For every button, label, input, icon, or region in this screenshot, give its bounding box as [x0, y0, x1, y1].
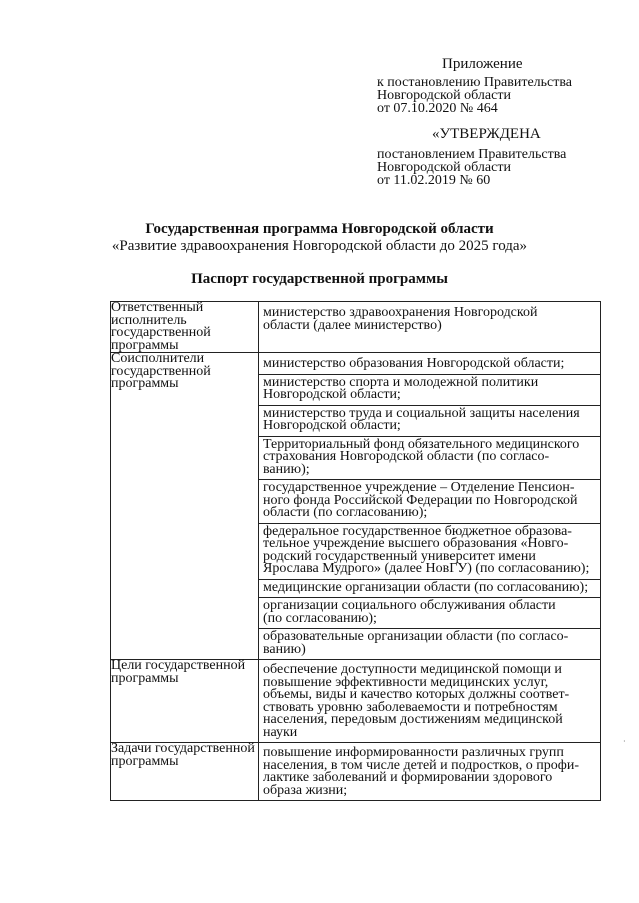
list-item [259, 523, 600, 579]
program-title: Государственная программа Новгородской области [145, 221, 494, 237]
list-item [259, 579, 600, 598]
entry-line: Территориальный фонд обязательного медицинского [263, 436, 580, 452]
row-label-line: Соисполнители [111, 351, 205, 366]
row-label-line: государственной [111, 325, 211, 340]
entry-line: ного фонда Российской Федерации по Новгородской [263, 492, 578, 508]
margin-mark: · [623, 737, 626, 746]
row-label-cell [111, 743, 259, 801]
row-content-cell [259, 660, 601, 743]
list-item [259, 479, 600, 523]
entry-line: (по согласованию); [263, 610, 377, 626]
approved-by-line: постановлением Правительства [377, 147, 567, 162]
entry-line: ванию); [263, 461, 310, 477]
entry-line: Новгородской области; [263, 418, 401, 433]
row-content-cell [259, 302, 601, 353]
resolution-region: Новгородской области [377, 88, 511, 103]
row-label-line: Цели государственной [111, 658, 246, 673]
entry-line: обеспечение доступности медицинской помощи и [263, 662, 562, 677]
entry-line: родский государственный университет имени [263, 548, 536, 564]
approved-region: Новгородской области [377, 160, 511, 175]
entry-line: населения, передовым достижениям медицинской [263, 712, 563, 727]
entry-line: населения, в том числе детей и подростков, о профи- [263, 757, 579, 773]
entry-line: объемы, виды и качество которых должны соответ- [263, 687, 570, 702]
row-label-line: Ответственный [111, 300, 204, 315]
entry-line: тельное учреждение высшего образования «Новго- [263, 536, 569, 551]
row-content-cell [259, 743, 601, 801]
program-subtitle: «Развитие здравоохранения Новгородской области до 2025 года» [111, 238, 528, 254]
entry-line: государственное учреждение – Отделение Пенсион- [263, 480, 575, 495]
entry-line: организации социального обслуживания области [263, 598, 556, 613]
entry-line: образовательные организации области (по согласо- [263, 629, 569, 644]
resolution-date-number: от 07.10.2020 № 464 [377, 101, 498, 116]
entry-line: Новгородской области; [263, 387, 401, 402]
row-label-cell [111, 660, 259, 743]
entry-line: науки [263, 724, 298, 740]
list-item [259, 628, 600, 659]
row-label-line: исполнитель [111, 312, 187, 328]
entry-line: министерство образования Новгородской области; [263, 356, 565, 371]
list-item [259, 660, 600, 742]
entry-line: медицинские организации области (по согласованию); [263, 579, 589, 595]
passport-table [110, 301, 601, 801]
entry-line: ствовать уровню заболеваемости и потребностям [263, 699, 558, 715]
entry-line: области (далее министерство) [263, 317, 442, 333]
entry-line: повышение эффективности медицинских услуг, [263, 674, 549, 690]
row-label-line: государственной [111, 363, 211, 379]
row-label-cell [111, 353, 259, 660]
entry-line: повышение информированности различных групп [263, 745, 564, 760]
row-label-line: Задачи государственной [111, 741, 255, 756]
row-label-line: программы [111, 670, 179, 686]
list-item [259, 374, 600, 405]
entry-line: образа жизни; [263, 782, 348, 798]
resolution-line: к постановлению Правительства [377, 75, 573, 90]
list-item [259, 597, 600, 628]
entry-line: министерство труда и социальной защиты населения [263, 405, 580, 421]
appendix-label: Приложение [442, 56, 523, 72]
passport-heading: Паспорт государственной программы [191, 271, 448, 287]
row-label-cell [111, 302, 259, 353]
list-item [259, 353, 600, 374]
table-row [111, 353, 601, 660]
approved-label: «УТВЕРЖДЕНА [432, 126, 541, 142]
entry-line: министерство здравоохранения Новгородской [263, 305, 538, 320]
entry-line: лактике заболеваний и формировании здорового [263, 770, 553, 785]
list-item [259, 436, 600, 480]
row-label-line: программы [111, 753, 179, 769]
list-item [259, 405, 600, 436]
table-row [111, 302, 601, 353]
table-row [111, 660, 601, 743]
list-item [259, 743, 600, 800]
row-label-line: программы [111, 376, 179, 391]
entry-line: федеральное государственное бюджетное образова- [263, 523, 572, 539]
approved-date-number: от 11.02.2019 № 60 [377, 173, 491, 188]
table-row [111, 743, 601, 801]
entry-line: министерство спорта и молодежной политики [263, 374, 539, 390]
row-label-line: программы [111, 337, 179, 353]
entry-line: Ярослава Мудрого» (далее НовГУ) (по согласованию); [263, 561, 590, 576]
row-content-cell [259, 353, 601, 660]
entry-line: области (по согласованию); [263, 505, 428, 520]
list-item [259, 302, 600, 335]
entry-line: страхования Новгородской области (по согласо- [263, 449, 550, 464]
entry-line: ванию) [263, 641, 306, 657]
